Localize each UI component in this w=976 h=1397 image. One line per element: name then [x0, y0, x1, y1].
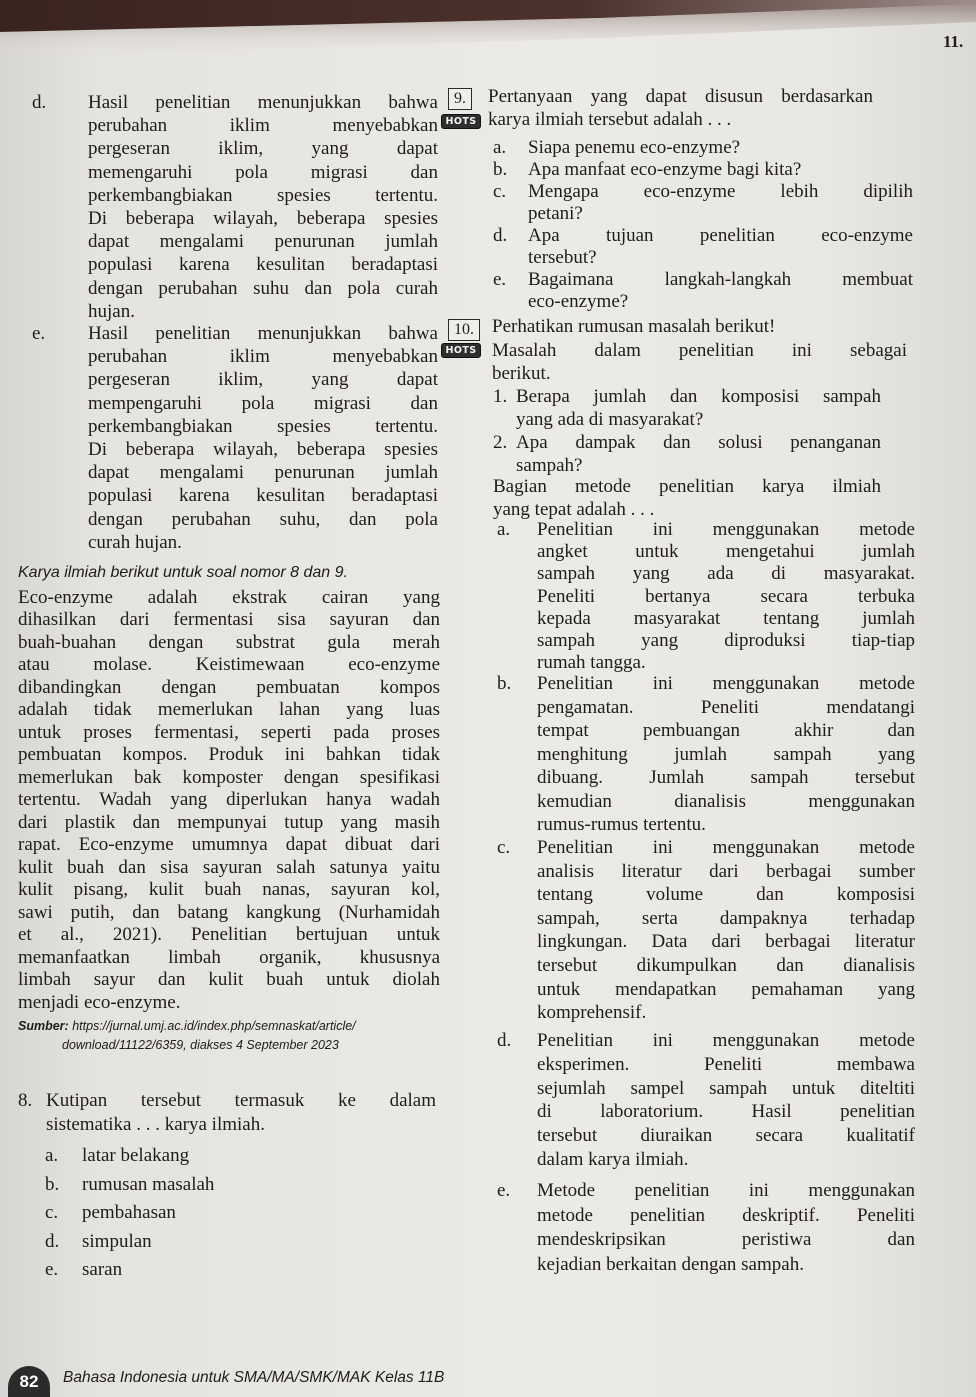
- text-line: mendeskripsikan peristiwa dan: [537, 1229, 915, 1251]
- option-letter: d.: [493, 225, 508, 246]
- option-letter: c.: [493, 181, 507, 202]
- text-line: Bagian metode penelitian karya ilmiah: [493, 476, 881, 497]
- option-letter: a.: [493, 137, 507, 158]
- option-letter: a.: [45, 1145, 59, 1166]
- text-line: kulit pisang, kulit buah nanas, sayuran kol,: [18, 879, 440, 900]
- question-10-prompt: Perhatikan rumusan masalah berikut!: [492, 316, 776, 337]
- book-title: Bahasa Indonesia untuk SMA/MA/SMK/MAK Kelas 11B: [63, 1369, 445, 1386]
- question-10-question: [493, 475, 881, 521]
- text-line: metode penelitian deskriptif. Peneliti: [537, 1204, 915, 1226]
- question-9-option-d: [493, 225, 913, 269]
- question-10-option-c: [497, 836, 915, 1025]
- question-8-number: 8.: [18, 1090, 33, 1111]
- page-top-edge-shadow: [0, 0, 976, 60]
- problem-number: 2.: [493, 432, 508, 453]
- passage-intro: Karya ilmiah berikut untuk soal nomor 8 dan 9.: [18, 564, 348, 581]
- source-citation: [18, 1017, 356, 1055]
- text-line: untuk mendapatkan pemahaman yang: [537, 978, 915, 1000]
- option-letter: c.: [497, 837, 511, 858]
- text-line: sejumlah sampel sampah untuk diteltiti: [537, 1077, 915, 1099]
- question-10-option-a: [497, 519, 915, 674]
- text-line: Di beberapa wilayah, beberapa spesies: [88, 439, 438, 461]
- text-line: atau molase. Keistimewaan eco-enzyme: [18, 654, 440, 675]
- text-line: Apa tujuan penelitian eco-enzyme: [528, 225, 913, 246]
- text-line: yang ada di masyarakat?: [516, 409, 704, 430]
- text-line: rumus-rumus tertentu.: [537, 814, 706, 835]
- question-8-option-e: [45, 1256, 425, 1285]
- question-9-option-b: [493, 159, 913, 181]
- question-9-text: [488, 85, 873, 131]
- text-line: dengan perubahan suhu dan pola curah: [88, 277, 438, 299]
- text-line: limbah sayur dan kulit buah untuk diolah: [18, 969, 440, 990]
- option-text: pembahasan: [82, 1202, 176, 1223]
- text-line: memanfaatkan limbah organik, khususnya: [18, 946, 440, 968]
- text-line: perkembangbiakan spesies tertentu.: [88, 415, 438, 437]
- option-letter-e: e.: [32, 323, 46, 344]
- text-line: menghitung jumlah sampah yang: [537, 743, 915, 765]
- option-text: [537, 672, 915, 837]
- text-line: Siapa penemu eco-enzyme?: [528, 137, 741, 158]
- option-text: simpulan: [82, 1230, 152, 1252]
- text-line: komprehensif.: [537, 1002, 647, 1024]
- text-line: Penelitian ini menggunakan metode: [537, 1030, 915, 1051]
- option-text: [528, 137, 913, 159]
- text-line: Penelitian ini menggunakan metode: [537, 519, 915, 540]
- text-line: angket untuk mengetahui jumlah: [537, 541, 915, 563]
- text-line: populasi karena kesulitan beradaptasi: [88, 254, 438, 276]
- text-line: mempengaruhi pola migrasi dan: [88, 392, 438, 414]
- text-line: Di beberapa wilayah, beberapa spesies: [88, 208, 438, 230]
- question-9-options: [493, 137, 913, 313]
- text-line: analisis literatur dari berbagai sumber: [537, 860, 915, 882]
- question-10-problem-list: [493, 385, 881, 477]
- text-line: dapat mengalami penurunan jumlah: [88, 231, 438, 253]
- text-line: dibuang. Jumlah sampah tersebut: [537, 767, 915, 788]
- question-8-options: [45, 1142, 425, 1285]
- text-line: sampah yang diproduksi tiap-tiap: [537, 630, 915, 652]
- text-line: perkembangbiakan spesies tertentu.: [88, 184, 438, 206]
- text-line: yang tepat adalah . . .: [493, 499, 655, 520]
- text-line: kemudian dianalisis menggunakan: [537, 790, 915, 812]
- text-line: pembuatan kompos. Produk ini bahkan tidak: [18, 744, 440, 765]
- text-line: memengaruhi pola migrasi dan: [88, 161, 438, 183]
- question-8-text: [46, 1089, 436, 1137]
- text-line: dari plastik dan mempunyai tutup yang masih: [18, 811, 440, 833]
- option-text: [537, 836, 915, 1025]
- option-letter: d.: [497, 1030, 512, 1051]
- question-10-option-d: [497, 1029, 915, 1172]
- text-line: tempat pembuangan akhir dan: [537, 720, 915, 741]
- text-line: Mengapa eco-enzyme lebih dipilih: [528, 181, 913, 202]
- option-text: saran: [82, 1259, 123, 1280]
- text-line: Pertanyaan yang dapat disusun berdasarkan: [488, 85, 873, 107]
- text-line: Bagaimana langkah-langkah membuat: [528, 269, 913, 290]
- option-letter: d.: [45, 1230, 60, 1252]
- text-line: Apa dampak dan solusi penanganan: [516, 432, 881, 453]
- text-line: sistematika . . . karya ilmiah.: [46, 1114, 265, 1135]
- question-10-option-b: [497, 672, 915, 837]
- option-text: [537, 1179, 915, 1277]
- text-line: Penelitian ini menggunakan metode: [537, 837, 915, 858]
- text-line: perubahan iklim menyebabkan: [88, 115, 438, 137]
- text-line: untuk proses fermentasi, seperti pada proses: [18, 721, 440, 743]
- text-line: sawi putih, dan batang kangkung (Nurhamidah: [18, 901, 440, 923]
- text-line: tertentu. Wadah yang diperlukan hanya wadah: [18, 789, 440, 810]
- text-line: dibandingkan dengan pembuatan kompos: [18, 676, 440, 698]
- problem-text: [516, 431, 881, 477]
- text-line: petani?: [528, 203, 583, 224]
- text-line: tentang volume dan komposisi: [537, 884, 915, 906]
- text-line: menjadi eco-enzyme.: [18, 991, 181, 1013]
- question-9-option-a: [493, 137, 913, 159]
- text-line: Hasil penelitian menunjukkan bahwa: [88, 92, 438, 113]
- text-line: kejadian berkaitan dengan sampah.: [537, 1253, 804, 1275]
- text-line: pergeseran iklim, yang dapat: [88, 369, 438, 391]
- text-line: buah-buahan dengan substrat gula merah: [18, 631, 440, 653]
- text-line: Berapa jumlah dan komposisi sampah: [516, 386, 881, 407]
- text-line: pergeseran iklim, yang dapat: [88, 138, 438, 160]
- option-e-text: [88, 322, 438, 554]
- text-line: perubahan iklim menyebabkan: [88, 346, 438, 368]
- text-line: hujan.: [88, 300, 135, 322]
- question-10-option-e: [497, 1179, 915, 1277]
- text-line: Masalah dalam penelitian ini sebagai: [492, 339, 907, 361]
- option-text: [537, 519, 915, 674]
- text-line: sampah?: [516, 455, 583, 476]
- text-line: Apa manfaat eco-enzyme bagi kita?: [528, 159, 802, 180]
- text-line: Peneliti bertanya secara terbuka: [537, 585, 915, 607]
- option-letter: b.: [45, 1173, 60, 1195]
- text-line: lingkungan. Data dari berbagai literatur: [537, 931, 915, 953]
- text-line: karya ilmiah tersebut adalah . . .: [488, 108, 732, 130]
- corner-question-number: 11.: [943, 32, 964, 51]
- option-letter: e.: [497, 1180, 511, 1201]
- option-text: [528, 181, 913, 225]
- option-letter-d: d.: [32, 92, 47, 113]
- text-line: Penelitian ini menggunakan metode: [537, 673, 915, 694]
- text-line: sampah, serta dampaknya terhadap: [537, 907, 915, 929]
- question-10-number-box: 10.: [448, 319, 480, 341]
- text-line: tersebut?: [528, 247, 597, 268]
- option-text: [528, 159, 913, 181]
- text-line: kulit buah dan sisa sayuran salah satunya yaitu: [18, 856, 440, 878]
- text-line: dihasilkan dari fermentasi sisa sayuran dan: [18, 609, 440, 630]
- text-line: tersebut dikumpulkan dan dianalisis: [537, 954, 915, 976]
- text-line: dengan perubahan suhu, dan pola: [88, 508, 438, 530]
- source-line-1: [18, 1017, 356, 1036]
- option-letter: b.: [497, 673, 512, 694]
- option-letter: e.: [493, 269, 507, 290]
- text-line: di laboratorium. Hasil penelitian: [537, 1101, 915, 1123]
- text-line: et al., 2021). Penelitian bertujuan untuk: [18, 924, 440, 945]
- text-line: kepada masyarakat tentang jumlah: [537, 607, 915, 629]
- problem-item-1: [493, 385, 881, 431]
- question-8-option-d: [45, 1228, 425, 1257]
- text-line: Eco-enzyme adalah ekstrak cairan yang: [18, 586, 440, 608]
- text-line: rumah tangga.: [537, 652, 646, 674]
- option-d-text: [88, 91, 438, 323]
- option-text: [537, 1029, 915, 1172]
- page-number: 82: [8, 1366, 50, 1397]
- option-text: latar belakang: [82, 1145, 190, 1166]
- question-8-option-b: [45, 1171, 425, 1200]
- text-line: Kutipan tersebut termasuk ke dalam: [46, 1090, 436, 1111]
- text-line: Hasil penelitian menunjukkan bahwa: [88, 323, 438, 344]
- source-line-2: download/11122/6359, diakses 4 September 2023: [62, 1038, 339, 1052]
- text-line: adalah tidak memerlukan lahan yang luas: [18, 699, 440, 720]
- option-text: [528, 269, 913, 313]
- source-url: https://jurnal.umj.ac.id/index.php/semnaskat/article/: [72, 1019, 356, 1033]
- reading-passage: [18, 587, 440, 1015]
- problem-text: [516, 385, 881, 431]
- text-line: dalam karya ilmiah.: [537, 1148, 689, 1170]
- text-line: dapat mengalami penurunan jumlah: [88, 462, 438, 484]
- text-line: sampah yang ada di masyarakat.: [537, 563, 915, 585]
- problem-item-2: [493, 431, 881, 477]
- option-letter: e.: [45, 1259, 59, 1280]
- text-line: Metode penelitian ini menggunakan: [537, 1180, 915, 1201]
- option-text: [528, 225, 913, 269]
- source-label: Sumber:: [18, 1019, 69, 1033]
- text-line: rapat. Eco-enzyme umumnya dapat dibuat dari: [18, 834, 440, 855]
- option-letter: a.: [497, 519, 511, 540]
- option-letter: b.: [493, 159, 508, 180]
- question-8-option-a: [45, 1142, 425, 1171]
- text-line: eksperimen. Peneliti membawa: [537, 1053, 915, 1075]
- question-9-option-c: [493, 181, 913, 225]
- text-line: tersebut diuraikan secara kualitatif: [537, 1125, 915, 1147]
- text-line: curah hujan.: [88, 531, 182, 553]
- question-10-hots-badge: HOTS: [441, 343, 481, 358]
- question-10-intro: [492, 339, 907, 385]
- question-9-hots-badge: HOTS: [441, 114, 481, 129]
- text-line: memerlukan bak komposter dengan spesifikasi: [18, 766, 440, 788]
- question-9-option-e: [493, 269, 913, 313]
- text-line: eco-enzyme?: [528, 291, 629, 312]
- text-line: berikut.: [492, 362, 551, 384]
- question-9-number-box: 9.: [448, 88, 472, 110]
- question-8-option-c: [45, 1199, 425, 1228]
- option-text: rumusan masalah: [82, 1173, 215, 1195]
- problem-number: 1.: [493, 386, 508, 407]
- option-letter: c.: [45, 1202, 59, 1223]
- text-line: populasi karena kesulitan beradaptasi: [88, 485, 438, 507]
- text-line: pengamatan. Peneliti mendatangi: [537, 696, 915, 718]
